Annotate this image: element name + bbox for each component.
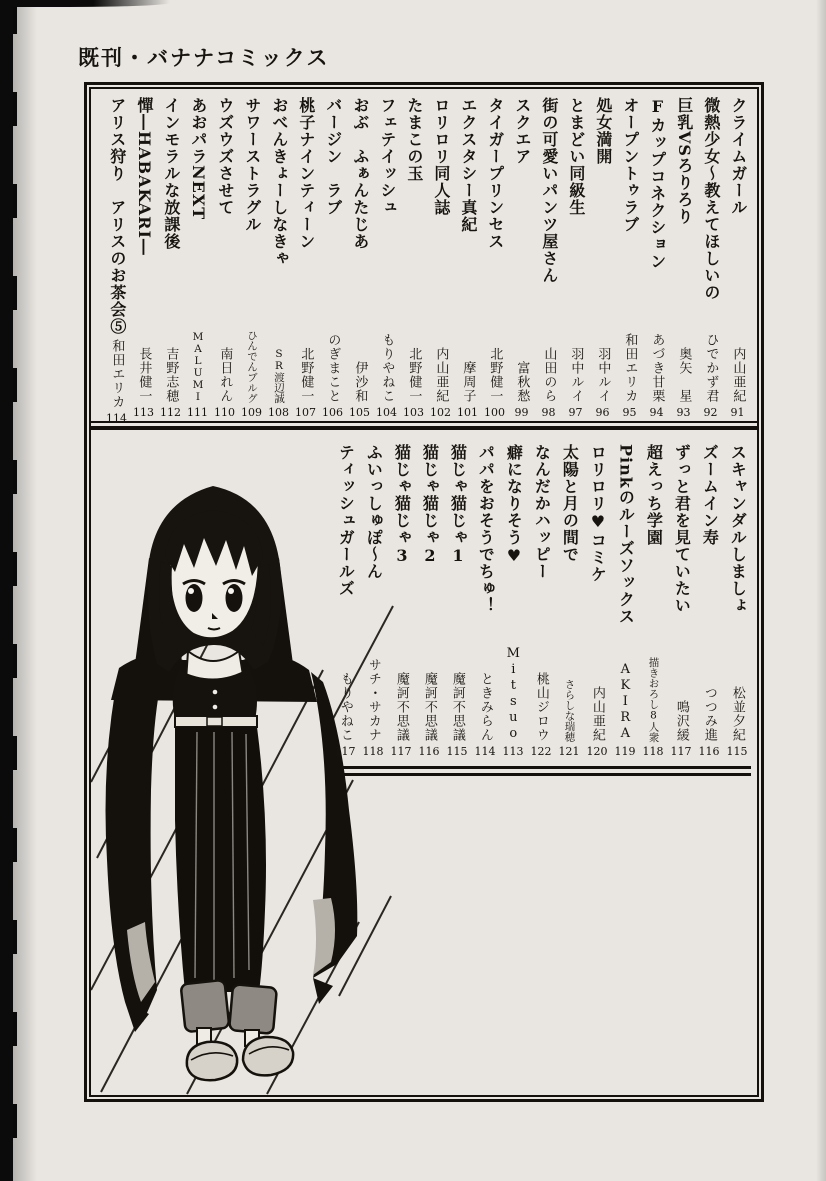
series-number: 118 <box>362 745 384 758</box>
book-entry <box>643 97 670 421</box>
book-author: 南日れん <box>217 347 233 403</box>
book-entry <box>130 97 157 421</box>
book-author: さらしな瑞穂 <box>563 679 576 742</box>
book-list-frame <box>84 82 764 1102</box>
book-author: 富秋愁 <box>514 361 530 403</box>
book-author: もりやねこ <box>337 672 353 742</box>
book-entry <box>373 97 400 421</box>
book-title: スキャンダルしましょ <box>728 444 748 614</box>
book-author: 和田エリカ <box>109 339 125 409</box>
series-number: 109 <box>241 406 262 419</box>
book-title: Pinkのルーズソックス <box>616 444 636 625</box>
book-author: ひでかず君 <box>703 333 719 403</box>
series-number: 117 <box>390 745 412 758</box>
book-title: インモラルな放課後 <box>161 97 181 250</box>
book-title: オープントゥラブ <box>620 97 640 233</box>
book-title: ロリロリ♥コミケ <box>588 444 608 583</box>
book-title: フェテイッシュ <box>377 97 397 216</box>
series-number: 115 <box>726 745 748 758</box>
series-number: 106 <box>322 406 343 419</box>
series-number: 122 <box>530 745 552 758</box>
book-author: 羽中ルイ <box>595 347 611 403</box>
book-title: なんだかハッピー <box>532 444 552 580</box>
book-title: アリス狩り アリスのお茶会⑤ <box>107 97 127 335</box>
section-divider <box>91 421 757 430</box>
series-number: 98 <box>541 406 556 419</box>
book-title: あおパラNEXT <box>188 97 208 221</box>
book-entry <box>346 97 373 421</box>
book-author: 吉野志穂 <box>163 347 179 403</box>
series-number: 112 <box>160 406 181 419</box>
book-author: 魔訶不思議 <box>449 672 465 742</box>
book-entry <box>443 444 471 760</box>
book-entry <box>723 444 751 760</box>
book-title: 猫じゃ猫じゃ2 <box>420 444 440 566</box>
book-author: 長井健一 <box>136 347 152 403</box>
book-author: あづき甘栗 <box>649 333 665 403</box>
book-entry <box>639 444 667 760</box>
series-number: 115 <box>446 745 468 758</box>
book-title: 街の可愛いパンツ屋さん <box>539 97 559 284</box>
book-title: 癖になりそう♥ <box>504 444 524 566</box>
book-title: パパをおそうでちゅ！ <box>476 444 496 614</box>
book-entry <box>499 444 527 760</box>
book-entry <box>508 97 535 421</box>
book-author: 和田エリカ <box>622 333 638 403</box>
book-entry <box>211 97 238 421</box>
book-title: ロリロリ同人誌 <box>431 97 451 216</box>
series-number: 107 <box>295 406 316 419</box>
book-entry <box>535 97 562 421</box>
book-title: ウズウズさせて <box>215 97 235 216</box>
book-entry <box>670 97 697 421</box>
book-entry <box>695 444 723 760</box>
book-entry <box>724 97 751 421</box>
list-bottom-rule <box>331 766 751 776</box>
book-author: 桃山ジロウ <box>533 672 549 742</box>
book-entry <box>319 97 346 421</box>
book-author: 内山亜紀 <box>433 347 449 403</box>
book-author: AKIRA <box>617 662 633 742</box>
book-author: 松並夕紀 <box>729 686 745 742</box>
series-number: 114 <box>474 745 496 758</box>
book-title: とまどい同級生 <box>566 97 586 216</box>
series-number: 100 <box>484 406 505 419</box>
series-number: 116 <box>418 745 440 758</box>
series-number: 97 <box>568 406 583 419</box>
book-author: SR渡辺誠 <box>273 347 285 403</box>
book-title: 太陽と月の間で <box>560 444 580 563</box>
upper-book-list <box>91 89 757 425</box>
book-entry <box>562 97 589 421</box>
book-author: 伊沙和 <box>352 361 368 403</box>
book-entry <box>331 444 359 760</box>
book-author: 山田のら <box>541 347 557 403</box>
book-entry <box>359 444 387 760</box>
series-number: 91 <box>730 406 745 419</box>
book-title: エクスタシー真紀 <box>458 97 478 233</box>
book-entry <box>583 444 611 760</box>
book-title: ティッシュガールズ <box>336 444 356 597</box>
book-entry <box>555 444 583 760</box>
book-list-frame-inner <box>89 87 759 1097</box>
page-title: 既刊・バナナコミックス <box>78 45 330 70</box>
scan-edge-artifact <box>0 0 13 1181</box>
book-entry <box>471 444 499 760</box>
book-author: ひんでんブルグ <box>246 329 258 403</box>
book-title: 微熱少女〜教えてほしいの <box>701 97 721 301</box>
series-number: 116 <box>698 745 720 758</box>
book-title: ふいっしゅぽ〜ん <box>364 444 384 580</box>
book-title: 猫じゃ猫じゃ3 <box>392 444 412 566</box>
book-author: MALUMI <box>192 331 204 403</box>
book-title: 憚―HABAKARI― <box>134 97 154 256</box>
book-author: サチ・サカナ <box>365 658 381 742</box>
book-title: Fカップコネクション <box>647 97 667 270</box>
series-number: 105 <box>349 406 370 419</box>
book-title: クライムガール <box>728 97 748 216</box>
series-number: 104 <box>376 406 397 419</box>
book-title: 桃子ナインティーン <box>296 97 316 250</box>
book-entry <box>265 97 292 421</box>
girl-figure <box>106 486 358 1080</box>
book-author: 鳴沢緩 <box>673 700 689 742</box>
book-author: もりやねこ <box>379 333 395 403</box>
series-number: 113 <box>133 406 154 419</box>
book-author: Mitsuo <box>505 646 521 742</box>
book-entry <box>427 97 454 421</box>
series-number: 95 <box>622 406 637 419</box>
book-author: 描きおろし8人衆 <box>647 656 660 742</box>
series-number: 102 <box>430 406 451 419</box>
book-entry <box>616 97 643 421</box>
book-entry <box>667 444 695 760</box>
book-author: のぎまこと <box>325 333 341 403</box>
book-title: 猫じゃ猫じゃ1 <box>448 444 468 566</box>
series-number: 119 <box>614 745 636 758</box>
series-number: 108 <box>268 406 289 419</box>
book-title: スクエア <box>512 97 532 165</box>
scan-top-artifact <box>0 0 170 7</box>
book-author: 魔訶不思議 <box>393 672 409 742</box>
book-author: ときみらん <box>477 672 493 742</box>
series-number: 118 <box>642 745 664 758</box>
series-number: 120 <box>586 745 608 758</box>
book-entry <box>589 97 616 421</box>
book-title: 巨乳VSろりろり <box>674 97 694 225</box>
lower-section <box>91 430 757 1095</box>
book-entry <box>481 97 508 421</box>
book-title: 処女満開 <box>593 97 613 165</box>
book-entry <box>611 444 639 760</box>
book-author: 魔訶不思議 <box>421 672 437 742</box>
book-entry <box>184 97 211 421</box>
book-title: おぶ ふぁんたじあ <box>350 97 370 250</box>
book-entry <box>527 444 555 760</box>
series-number: 121 <box>558 745 580 758</box>
book-entry <box>238 97 265 421</box>
book-entry <box>400 97 427 421</box>
lower-book-list <box>331 430 751 760</box>
book-entry <box>454 97 481 421</box>
book-author: 内山亜紀 <box>589 686 605 742</box>
series-number: 92 <box>703 406 718 419</box>
book-entry <box>415 444 443 760</box>
book-author: つつみ進 <box>701 686 717 742</box>
book-title: サワーストラグル <box>242 97 262 233</box>
book-title: タイガープリンセス <box>485 97 505 250</box>
book-title: バージン ラブ <box>323 97 343 216</box>
series-number: 117 <box>334 745 356 758</box>
series-number: 114 <box>106 412 127 425</box>
book-author: 北野健一 <box>298 347 314 403</box>
book-entry <box>103 97 130 425</box>
book-author: 北野健一 <box>406 347 422 403</box>
series-number: 93 <box>676 406 691 419</box>
series-number: 111 <box>187 406 208 419</box>
book-title: ずっと君を見ていたい <box>672 444 692 614</box>
series-number: 101 <box>457 406 478 419</box>
book-author: 摩周子 <box>460 361 476 403</box>
series-number: 94 <box>649 406 664 419</box>
series-number: 110 <box>214 406 235 419</box>
book-author: 内山亜紀 <box>730 347 746 403</box>
book-title: たまこの玉 <box>404 97 424 182</box>
book-entry <box>292 97 319 421</box>
series-number: 96 <box>595 406 610 419</box>
book-author: 羽中ルイ <box>568 347 584 403</box>
book-entry <box>157 97 184 421</box>
book-title: ズームイン寿 <box>700 444 720 546</box>
book-entry <box>697 97 724 421</box>
book-title: おべんきょーしなきゃ <box>269 97 289 267</box>
book-author: 北野健一 <box>487 347 503 403</box>
series-number: 103 <box>403 406 424 419</box>
book-entry <box>387 444 415 760</box>
book-author: 奥矢 星 <box>676 347 692 403</box>
series-number: 99 <box>514 406 529 419</box>
book-title: 超えっち学園 <box>644 444 664 546</box>
series-number: 113 <box>502 745 524 758</box>
series-number: 117 <box>670 745 692 758</box>
